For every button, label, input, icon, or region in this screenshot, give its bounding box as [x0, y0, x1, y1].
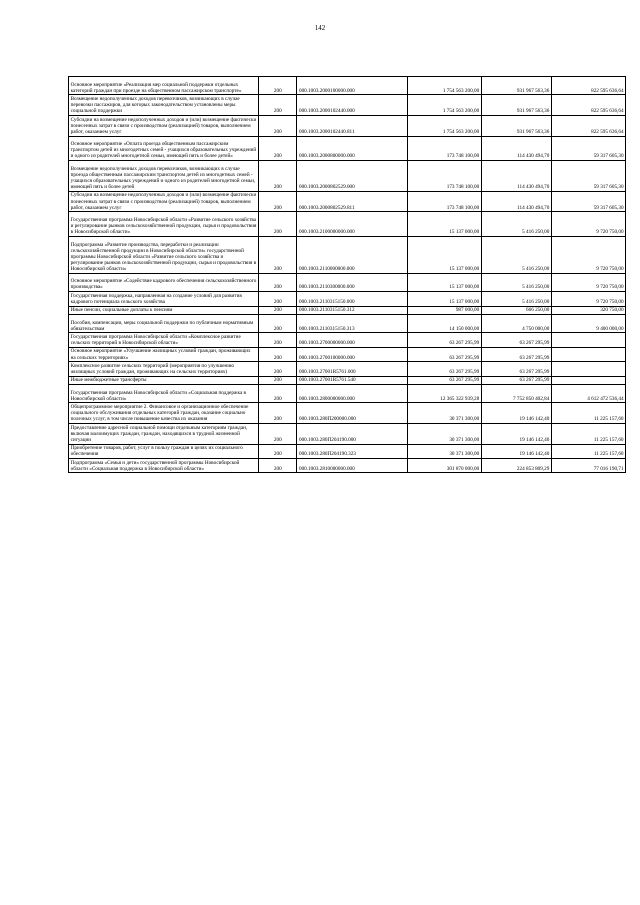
- row-name-cell: Основное мероприятие «Улучшение жилищных условий граждан, проживающих на сельских территориях»: [69, 347, 259, 361]
- row-executed-cell: 7 752 850 402,84: [481, 385, 551, 403]
- row-code-cell: 000.1003.27001R5761.540: [297, 376, 407, 384]
- table-row: [69, 424, 626, 445]
- page-number: 142: [314, 24, 326, 32]
- row-name-cell: Иные межбюджетные трансферты: [69, 376, 259, 384]
- row-executed-cell: 63 267 295,99: [481, 362, 551, 376]
- row-rate-cell: 200: [259, 459, 297, 473]
- row-executed-cell: 19 146 142,40: [481, 403, 551, 424]
- row-rate-cell: 200: [259, 236, 297, 273]
- row-code-cell: 000.1003.2000802529.000: [297, 161, 407, 192]
- row-code-cell: 000.1003.2000100000.000: [297, 77, 407, 95]
- row-remainder-cell: 59 317 605,30: [551, 136, 625, 161]
- row-rate-cell: 200: [259, 116, 297, 137]
- row-approved-cell: 30 371 300,00: [407, 403, 481, 424]
- row-approved-cell: 63 267 295,99: [407, 376, 481, 384]
- budget-table-body: [69, 77, 626, 473]
- row-remainder-cell: 9 720 750,00: [551, 273, 625, 291]
- table-row: [69, 161, 626, 192]
- row-executed-cell: 5 416 250,00: [481, 292, 551, 306]
- row-approved-cell: 1 754 563 200,00: [407, 116, 481, 137]
- row-rate-cell: 200: [259, 347, 297, 361]
- row-approved-cell: 30 371 300,00: [407, 424, 481, 445]
- table-row: [69, 273, 626, 291]
- row-name-cell: Основное мероприятие «Содействие кадрового обеспечения сельскохозяйственного производства»: [69, 273, 259, 291]
- row-executed-cell: 63 267 295,99: [481, 376, 551, 384]
- row-remainder-cell: 9 720 750,00: [551, 292, 625, 306]
- row-name-cell: Государственная поддержка, направленная на создание условий для развития кадрового потенциала сельского хозяйства: [69, 292, 259, 306]
- row-executed-cell: 19 146 142,40: [481, 424, 551, 445]
- row-approved-cell: 63 267 295,99: [407, 362, 481, 376]
- row-remainder-cell: 59 317 605,30: [551, 161, 625, 192]
- table-row: [69, 403, 626, 424]
- row-approved-cell: 63 267 295,99: [407, 333, 481, 347]
- row-name-cell: Комплексное развитие сельских территорий (мероприятия по улучшению жилищных условий граждан, проживающих на сельских территориях): [69, 362, 259, 376]
- row-rate-cell: 200: [259, 136, 297, 161]
- table-row: [69, 236, 626, 273]
- row-rate-cell: 200: [259, 191, 297, 212]
- row-code-cell: 000.1003.2110315150.313: [297, 314, 407, 332]
- row-approved-cell: 14 150 000,00: [407, 314, 481, 332]
- row-code-cell: 000.1003.2100000000.000: [297, 212, 407, 237]
- row-rate-cell: 200: [259, 292, 297, 306]
- table-row: [69, 376, 626, 384]
- table-row: [69, 95, 626, 116]
- row-remainder-cell: 4 612 472 536,44: [551, 385, 625, 403]
- row-remainder-cell: 59 317 605,30: [551, 191, 625, 212]
- table-row: [69, 385, 626, 403]
- row-rate-cell: 200: [259, 95, 297, 116]
- row-code-cell: 000.1003.2110300000.000: [297, 273, 407, 291]
- row-name-cell: Основное мероприятие «Реализация мер социальной поддержки отдельных категорий граждан при проезде на общественном пассажирском транспорте»: [69, 77, 259, 95]
- row-code-cell: 000.1003.2800000000.000: [297, 385, 407, 403]
- row-code-cell: 000.1003.280П204190.323: [297, 444, 407, 458]
- row-name-cell: Субсидии на возмещение недополученных доходов и (или) возмещение фактически понесенных затрат в связи с производством (реализацией) товаров, выполнением работ, оказанием услуг: [69, 191, 259, 212]
- row-remainder-cell: [551, 333, 625, 347]
- row-name-cell: Предоставление адресной социальной помощи отдельным категориям граждан, включая малоимущих граждан, граждан, находящихся в трудной жизненной ситуации: [69, 424, 259, 445]
- row-approved-cell: 15 137 000,00: [407, 236, 481, 273]
- row-approved-cell: 1 754 563 200,00: [407, 77, 481, 95]
- row-executed-cell: 931 967 563,36: [481, 95, 551, 116]
- row-code-cell: 000.1003.2700000000.000: [297, 333, 407, 347]
- row-name-cell: Основное мероприятие «Оплата проезда общественным пассажирским транспортом детей из многодетных семей - учащихся образовательных учреждений и одного из родителей многодетной семьи, имеющей пять и более детей»: [69, 136, 259, 161]
- table-row: [69, 444, 626, 458]
- table-row: [69, 116, 626, 137]
- row-remainder-cell: 11 225 157,60: [551, 403, 625, 424]
- row-approved-cell: 1 754 563 200,00: [407, 95, 481, 116]
- row-code-cell: 000.1003.280П200000.000: [297, 403, 407, 424]
- row-approved-cell: 15 137 000,00: [407, 292, 481, 306]
- table-row: [69, 333, 626, 347]
- row-executed-cell: 931 967 563,36: [481, 77, 551, 95]
- row-name-cell: Общепрограммное мероприятие 2. Финансовое и организационное обеспечение социального обслуживания отдельных категорий граждан, оказание социально полезных услуг, в том числе повышение качества их оказания: [69, 403, 259, 424]
- row-rate-cell: 200: [259, 212, 297, 237]
- row-executed-cell: 114 430 494,70: [481, 191, 551, 212]
- row-approved-cell: 63 267 295,99: [407, 347, 481, 361]
- row-rate-cell: 200: [259, 273, 297, 291]
- row-approved-cell: 173 748 100,00: [407, 161, 481, 192]
- row-approved-cell: 987 000,00: [407, 306, 481, 314]
- table-row: [69, 292, 626, 306]
- row-rate-cell: 200: [259, 403, 297, 424]
- row-rate-cell: 200: [259, 161, 297, 192]
- row-remainder-cell: [551, 347, 625, 361]
- row-name-cell: Субсидии на возмещение недополученных доходов и (или) возмещение фактически понесенных затрат в связи с производством (реализацией) товаров, выполнением работ, оказанием услуг: [69, 116, 259, 137]
- row-approved-cell: 12 365 322 939,28: [407, 385, 481, 403]
- row-code-cell: 000.1003.2000802529.811: [297, 191, 407, 212]
- row-approved-cell: 15 137 000,00: [407, 212, 481, 237]
- row-rate-cell: 200: [259, 333, 297, 347]
- table-row: [69, 459, 626, 473]
- row-code-cell: 000.1003.2000102440.000: [297, 95, 407, 116]
- row-name-cell: Подпрограмма «Семья и дети» государственной программы Новосибирской области «Социальная поддержка в Новосибирской области»: [69, 459, 259, 473]
- row-remainder-cell: 11 225 157,60: [551, 444, 625, 458]
- table-row: [69, 362, 626, 376]
- row-name-cell: Возмещение недополученных доходов перевозчиков, возникающих в случае проезда общественным пассажирским транспортом детей из многодетных семей - учащихся образовательных учреждений и одного из родителей многодетной семьи, имеющей пять и более детей: [69, 161, 259, 192]
- row-executed-cell: 224 853 809,29: [481, 459, 551, 473]
- row-approved-cell: 173 748 100,00: [407, 191, 481, 212]
- row-rate-cell: 200: [259, 424, 297, 445]
- row-executed-cell: 5 416 250,00: [481, 212, 551, 237]
- row-name-cell: Возмещение недополученных доходов перевозчиков, возникающих в случае перевозки пассажиров, для которых законодательством установлены меры социальной поддержки: [69, 95, 259, 116]
- row-executed-cell: 19 146 142,40: [481, 444, 551, 458]
- row-executed-cell: 666 250,00: [481, 306, 551, 314]
- row-code-cell: 000.1003.2810000000.000: [297, 459, 407, 473]
- row-remainder-cell: [551, 376, 625, 384]
- table-row: [69, 347, 626, 361]
- row-remainder-cell: 320 750,00: [551, 306, 625, 314]
- table-row: [69, 191, 626, 212]
- row-executed-cell: 5 416 250,00: [481, 273, 551, 291]
- row-code-cell: 000.1003.2110000000.000: [297, 236, 407, 273]
- row-remainder-cell: [551, 362, 625, 376]
- row-code-cell: 000.1003.280П204190.000: [297, 424, 407, 445]
- row-code-cell: 000.1003.2000800000.000: [297, 136, 407, 161]
- table-row: [69, 314, 626, 332]
- row-name-cell: Государственная программа Новосибирской области «Комплексное развитие сельских территорий в Новосибирской области»: [69, 333, 259, 347]
- row-remainder-cell: 9 720 750,00: [551, 236, 625, 273]
- row-remainder-cell: 77 016 190,71: [551, 459, 625, 473]
- table-row: [69, 77, 626, 95]
- row-approved-cell: 301 870 000,00: [407, 459, 481, 473]
- row-executed-cell: 931 967 563,36: [481, 116, 551, 137]
- row-executed-cell: 114 430 494,70: [481, 136, 551, 161]
- row-remainder-cell: 822 595 636,64: [551, 77, 625, 95]
- row-name-cell: Иные пенсии, социальные доплаты к пенсиям: [69, 306, 259, 314]
- row-code-cell: 000.1003.2700100000.000: [297, 347, 407, 361]
- row-name-cell: Пособия, компенсации, меры социальной поддержки по публичным нормативным обязательствам: [69, 314, 259, 332]
- row-approved-cell: 173 748 100,00: [407, 136, 481, 161]
- row-name-cell: Приобретение товаров, работ, услуг в пользу граждан в целях их социального обеспечения: [69, 444, 259, 458]
- table-row: [69, 306, 626, 314]
- row-executed-cell: 4 750 000,00: [481, 314, 551, 332]
- row-remainder-cell: 822 595 636,64: [551, 95, 625, 116]
- row-remainder-cell: 9 720 750,00: [551, 212, 625, 237]
- row-name-cell: Подпрограмма «Развитие производства, переработки и реализации сельскохозяйственной продукции в Новосибирской области» государственной программы Новосибирской области «Развитие сельского хозяйства и регулирование рынков сельскохозяйственной продукции, сырья и продовольствия в Новосибирской области»: [69, 236, 259, 273]
- row-code-cell: 000.1003.2000102440.811: [297, 116, 407, 137]
- table-row: [69, 212, 626, 237]
- row-remainder-cell: 11 225 157,60: [551, 424, 625, 445]
- row-name-cell: Государственная программа Новосибирской области «Развитие сельского хозяйства и регулирование рынков сельскохозяйственной продукции, сырья и продовольствия в Новосибирской области»: [69, 212, 259, 237]
- row-rate-cell: 200: [259, 306, 297, 314]
- row-executed-cell: 114 430 494,70: [481, 161, 551, 192]
- row-executed-cell: 63 267 295,99: [481, 333, 551, 347]
- row-name-cell: Государственная программа Новосибирской области «Социальная поддержка в Новосибирской области»: [69, 385, 259, 403]
- row-code-cell: 000.1003.27001R5761.000: [297, 362, 407, 376]
- row-approved-cell: 15 137 000,00: [407, 273, 481, 291]
- row-code-cell: 000.1003.2110315150.000: [297, 292, 407, 306]
- row-rate-cell: 200: [259, 362, 297, 376]
- row-remainder-cell: 822 595 636,64: [551, 116, 625, 137]
- row-rate-cell: 200: [259, 77, 297, 95]
- row-rate-cell: 200: [259, 314, 297, 332]
- row-code-cell: 000.1003.2110315150.312: [297, 306, 407, 314]
- row-rate-cell: 200: [259, 385, 297, 403]
- budget-table: [68, 76, 626, 473]
- row-approved-cell: 30 371 300,00: [407, 444, 481, 458]
- table-row: [69, 136, 626, 161]
- row-executed-cell: 63 267 295,99: [481, 347, 551, 361]
- row-remainder-cell: 9 400 000,00: [551, 314, 625, 332]
- row-executed-cell: 5 416 250,00: [481, 236, 551, 273]
- row-rate-cell: 200: [259, 376, 297, 384]
- row-rate-cell: 200: [259, 444, 297, 458]
